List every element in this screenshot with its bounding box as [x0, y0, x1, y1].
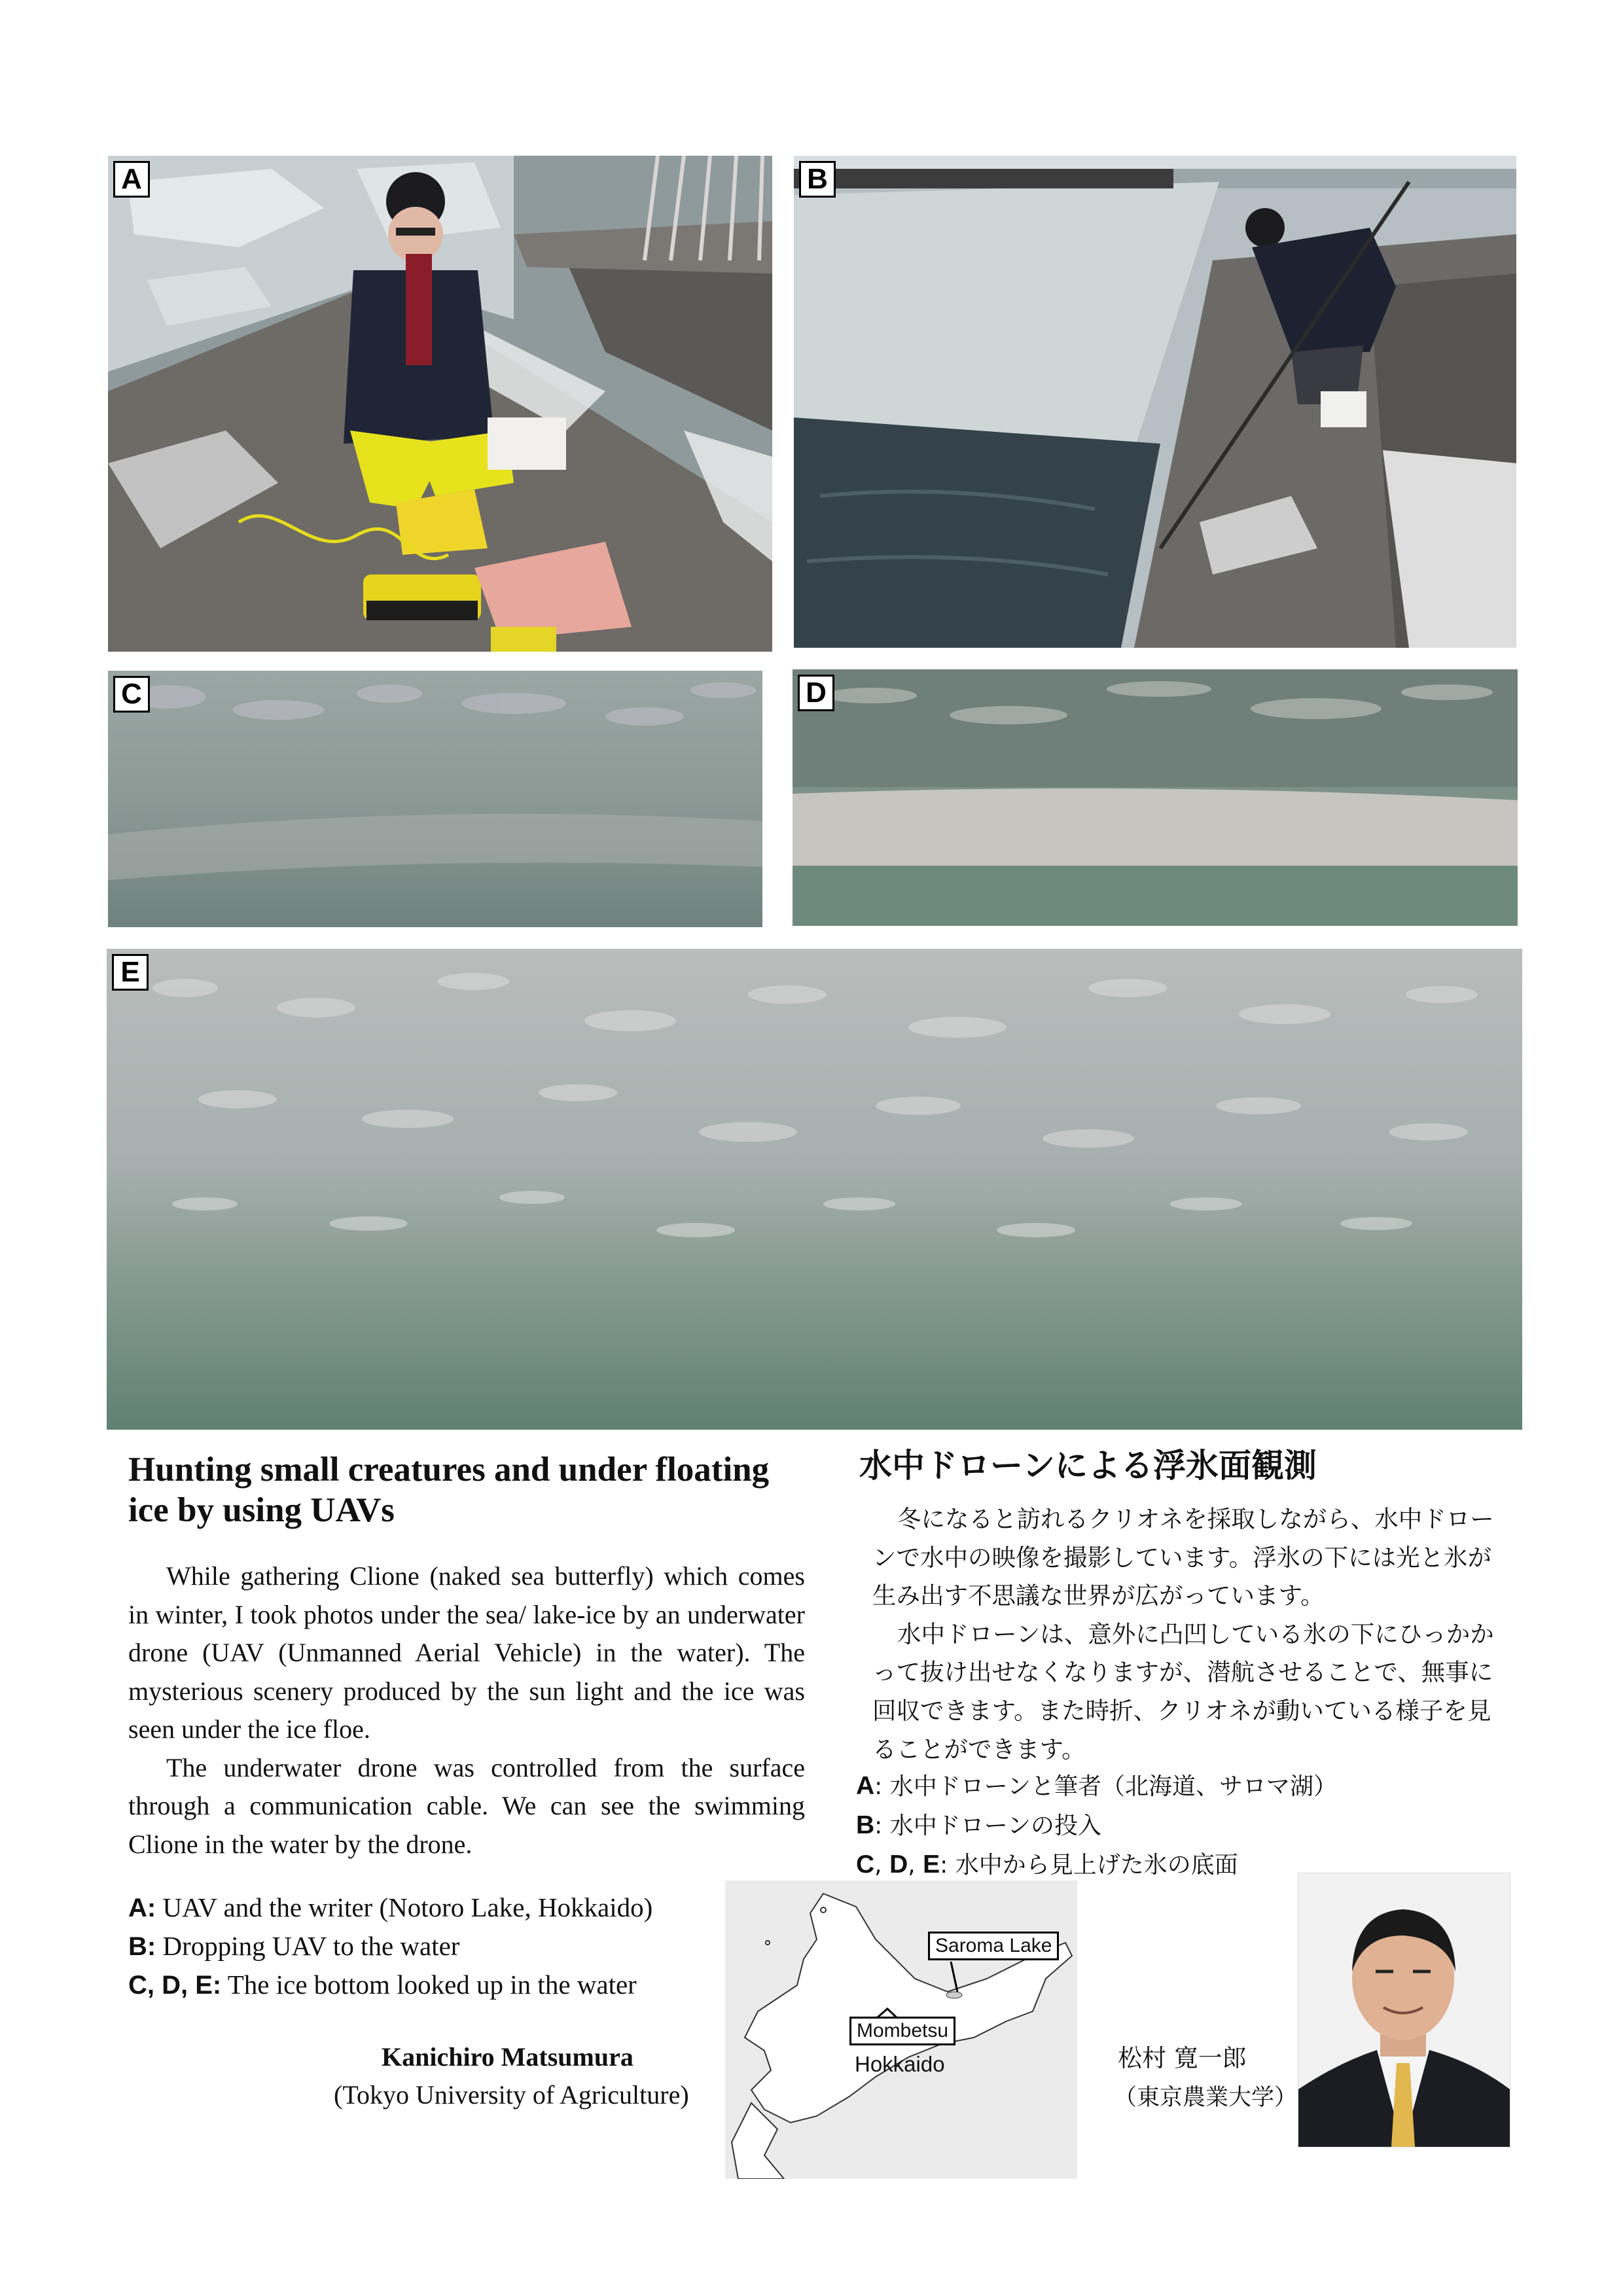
photo-e-ice-bottom — [107, 949, 1522, 1430]
photo-a-uav-and-writer — [108, 156, 772, 652]
japanese-affiliation: （東京農業大学） — [1114, 2085, 1298, 2111]
photo-b-dropping-uav — [794, 156, 1516, 648]
photo-a-label: A — [113, 161, 150, 198]
english-paragraph-1: While gathering Clione (naked sea butterfly) which comes in winter, I took photos under the sea/ lake-ice by an underwater drone (UAV (Unmanned Aerial Vehicle) in the water). The mysterious scenery produced by the sun light and the ice was seen under the ice floe. — [128, 1561, 805, 1744]
japanese-title: 水中ドローンによる浮氷面観測 — [859, 1447, 1317, 1485]
english-caption-a: A: UAV and the writer (Notoro Lake, Hokkaido) — [128, 1892, 653, 1922]
english-caption-cde: C, D, E: The ice bottom looked up in the water — [128, 1969, 637, 2000]
english-title-line2: ice by using UAVs — [128, 1491, 395, 1529]
photo-b-label: B — [799, 161, 836, 198]
english-affiliation: (Tokyo University of Agriculture) — [334, 2080, 689, 2110]
english-title-line1: Hunting small creatures and under floating — [128, 1451, 770, 1489]
photo-d-label: D — [798, 675, 834, 711]
author-portrait — [1298, 1873, 1510, 2147]
english-paragraph-2: The underwater drone was controlled from the surface through a communication cable. We can see the swimming Clione in the water by the drone. — [128, 1752, 805, 1859]
map-label-saroma-lake: Saroma Lake — [928, 1932, 1059, 1960]
photo-c-ice-bottom — [108, 671, 762, 927]
japanese-paragraph-2: 水中ドローンは、意外に凸凹している氷の下にひっかかって抜け出せなくなりますが、潜航させることで、無事に回収できます。また時折、クリオネが動いている様子を見ることができます。 — [872, 1619, 1494, 1763]
map-label-mombetsu: Mombetsu — [849, 2017, 955, 2045]
photo-c-label: C — [113, 676, 150, 713]
japanese-caption-cde: C, D, E: 水中から見上げた氷の底面 — [856, 1850, 1238, 1879]
japanese-captions — [856, 1767, 1353, 1884]
photo-d-ice-bottom — [793, 669, 1518, 926]
japanese-paragraph-1: 冬になると訪れるクリオネを採取しながら、水中ドローンで水中の映像を撮影しています。浮氷の下には光と氷が生み出す不思議な世界が広がっています。 — [872, 1505, 1494, 1610]
japanese-author: 松村 寛一郎 — [1118, 2044, 1247, 2072]
japanese-caption-a: A: 水中ドローンと筆者（北海道、サロマ湖） — [856, 1772, 1338, 1800]
photo-e-label: E — [112, 954, 149, 991]
english-title — [128, 1449, 815, 1530]
english-caption-b: B: Dropping UAV to the water — [128, 1931, 460, 1961]
english-body — [128, 1557, 805, 1863]
japanese-body — [872, 1500, 1501, 1769]
hokkaido-map — [725, 1881, 1077, 2179]
english-author: Kanichiro Matsumura — [382, 2042, 633, 2072]
japanese-caption-b: B: 水中ドローンの投入 — [856, 1811, 1102, 1839]
english-captions — [128, 1888, 717, 2004]
map-label-hokkaido: Hokkaido — [855, 2052, 945, 2076]
